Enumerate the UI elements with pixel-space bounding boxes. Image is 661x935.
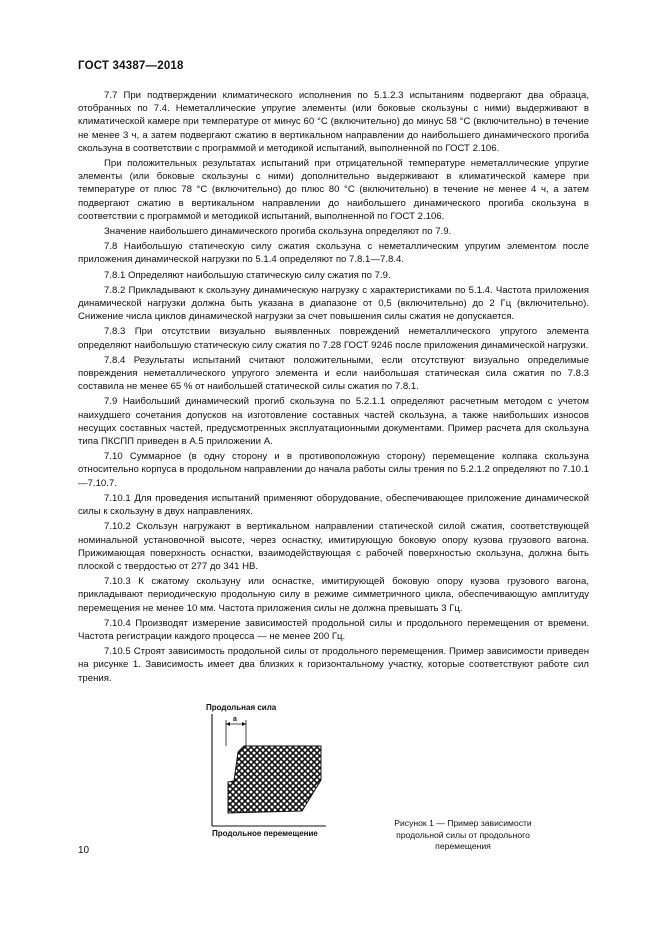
paragraph-7-8-2: 7.8.2 Прикладывают к скользуну динамическую нагрузку с характеристиками по 5.1.4. Частота приложения динамической нагрузки должна быть указана в диапазоне от 0,5 (включительно) до 2 Гц (включительно). Снижение числа циклов динамической нагрузки за счет повышения силы сжатия не допускается. (78, 284, 589, 323)
page-number: 10 (78, 845, 90, 856)
document-body (78, 89, 589, 687)
paragraph-7-9: 7.9 Наибольший динамический прогиб скользуна по 5.2.1.1 определяют расчетным методом с учетом наихудшего сочетания допусков на изготовление составных частей скользуна, а также наибольших износов несущих составных частей, предусмотренных эксплуатационными документами. Пример расчета для скользуна типа ПКСПП приведен в А.5 приложении А. (78, 396, 589, 448)
dimension-arrowhead-left (226, 722, 230, 726)
paragraph-7-10-3: 7.10.3 К сжатому скользуну или оснастке, имитирующей боковую опору кузова грузового вагона, прикладывают периодическую продольную силу в режиме симметричного цикла, обеспечивающую амплитуду перемещения не менее 10 мм. Частота приложения силы не должна превышать 3 Гц. (78, 576, 589, 614)
paragraph-7-10-4: 7.10.4 Производят измерение зависимостей продольной силы и продольного перемещения от времени. Частота регистрации каждого процесса — не менее 200 Гц. (78, 617, 589, 642)
paragraph-7-8: 7.8 Наибольшую статическую силу сжатия скользуна с неметаллическим упругим элементом после приложения динамической нагрузки по 5.1.4 определяют по 7.8.1—7.8.4. (78, 241, 589, 266)
figure-caption: Рисунок 1 — Пример зависимости продольной силы от продольного перемещения (394, 818, 532, 851)
hysteresis-loop (228, 746, 321, 813)
paragraph-positive-results: При положительных результатах испытаний при отрицательной температуре неметаллические упругие элементы (или боковые скользуны с ними) дополнительно выдерживают в климатической камере при температуре от плюс 78 °С (включительно) до плюс 80 °С (включительно) в течение не менее 4 ч, а затем подвергают сжатию в вертикальном направлении до наибольшего динамического прогиба скользуна в соответствии с программой и методикой испытаний, выполненной по ГОСТ 2.106. (78, 158, 589, 222)
paragraph-7-8-4: 7.8.4 Результаты испытаний считают положительными, если отсутствуют визуально определимые повреждения неметаллического упругого элемента и если наибольшая статическая сила сжатия по 7.8.3 составила не менее 65 % от наибольшей статической силы сжатия по 7.8.1. (78, 354, 589, 393)
paragraph-7-8-1: 7.8.1 Определяют наибольшую статическую силу сжатия по 7.9. (104, 269, 391, 281)
y-axis-label: Продольная сила (206, 703, 277, 712)
dimension-arrowhead-right (242, 722, 246, 726)
paragraph-7-10: 7.10 Суммарное (в одну сторону и в противоположную сторону) перемещение колпака скользуна относительно корпуса в продольном направлении до начала работы силы трения по 5.2.1.2 определяют по 7.10.1—7.10.7. (78, 451, 589, 489)
document-header: ГОСТ 34387—2018 (78, 60, 184, 72)
paragraph-7-10-5: 7.10.5 Строят зависимость продольной силы от продольного перемещения. Пример зависимости приведен на рисунке 1. Зависимость имеет два близких к горизонтальному участку, которые соответствуют работе сил трения. (78, 646, 589, 684)
paragraph-deflection-value: Значение наибольшего динамического прогиба скользуна определяют по 7.9. (104, 226, 452, 238)
x-axis-label: Продольное перемещение (212, 829, 318, 838)
dimension-label: a (233, 716, 237, 723)
paragraph-7-10-1: 7.10.1 Для проведения испытаний применяют оборудование, обеспечивающее приложение динамической силы к скользуну в двух направлениях. (78, 492, 589, 518)
force-displacement-diagram (206, 702, 356, 840)
paragraph-7-10-2: 7.10.2 Скользун нагружают в вертикальном направлении статической силой сжатия, соответствующей номинальной установочной высоте, через оснастку, имитирующую боковую опору кузова грузового вагона. Прижимающая поверхность оснастки, взаимодействующая с рабочей поверхностью скользуна, должна быть плоской с твердостью от 277 до 341 НВ. (78, 521, 589, 572)
paragraph-7-7: 7.7 При подтверждении климатического исполнения по 5.1.2.3 испытаниям подвергают два образца, отобранных по 7.4. Неметаллические упругие элементы (или боковые скользуны с ними) выдерживают в климатической камере при температуре от минус 60 °С (включительно) до минус 58 °С (включительно) в течение не менее 3 ч, а затем подвергают сжатию в вертикальном направлении до наибольшего динамического прогиба скользуна в соответствии с программой и методикой испытаний, выполненной по ГОСТ 2.106. (78, 90, 589, 154)
paragraph-7-8-3: 7.8.3 При отсутствии визуально выявленных повреждений неметаллического упругого элемента определяют наибольшую статическую силу сжатия по 7.28 ГОСТ 9246 после приложения динамической нагрузки. (78, 326, 589, 351)
